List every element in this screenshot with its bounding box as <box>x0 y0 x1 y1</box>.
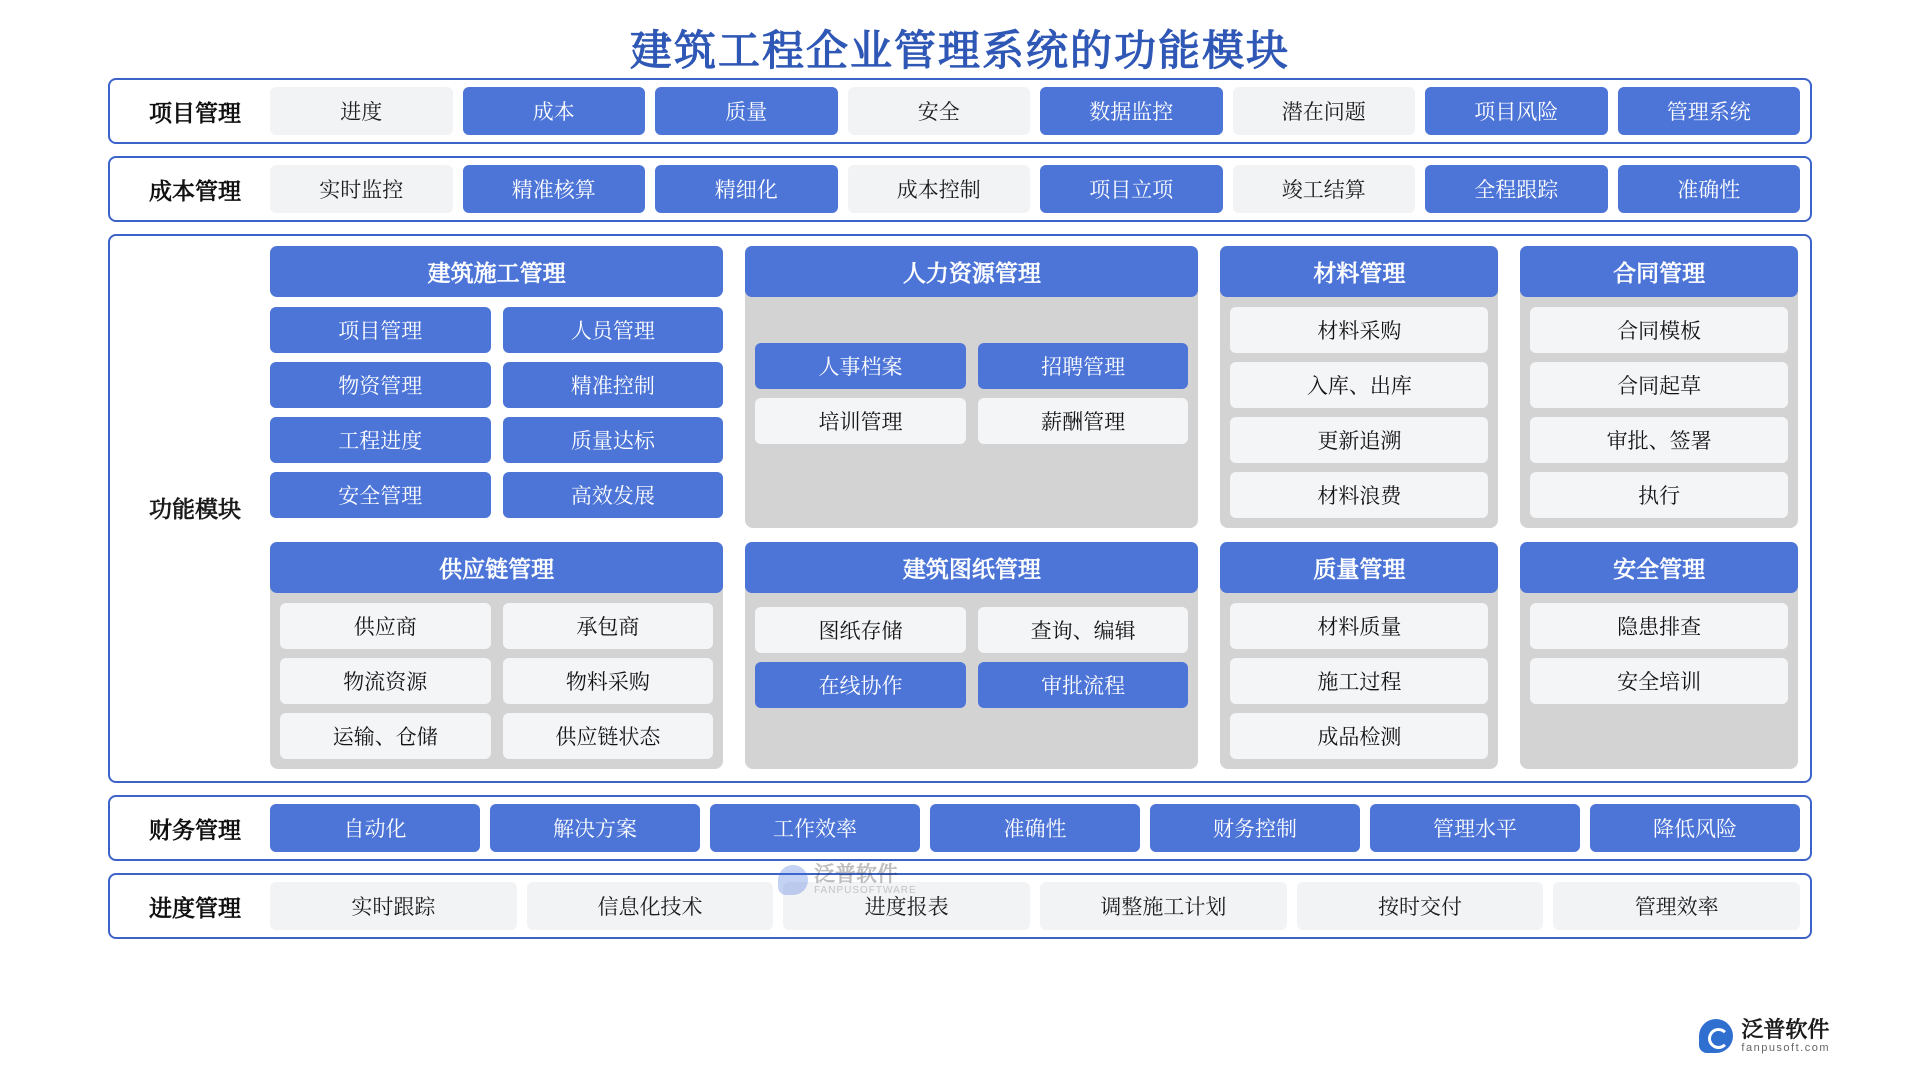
card-safety-management <box>1520 542 1798 769</box>
chip-cost-6[interactable]: 全程跟踪 <box>1425 165 1608 213</box>
card-title-drawing: 建筑图纸管理 <box>745 542 1198 593</box>
cell-material-1[interactable]: 入库、出库 <box>1230 362 1488 408</box>
chip-project-3[interactable]: 安全 <box>848 87 1031 135</box>
chip-project-4[interactable]: 数据监控 <box>1040 87 1223 135</box>
cell-safety-0[interactable]: 隐患排查 <box>1530 603 1788 649</box>
cell-material-3[interactable]: 材料浪费 <box>1230 472 1488 518</box>
chip-schedule-3[interactable]: 调整施工计划 <box>1040 882 1287 930</box>
cell-safety-1[interactable]: 安全培训 <box>1530 658 1788 704</box>
cell-supply-2[interactable]: 物流资源 <box>280 658 491 704</box>
chip-cost-0[interactable]: 实时监控 <box>270 165 453 213</box>
chip-project-1[interactable]: 成本 <box>463 87 646 135</box>
chip-project-6[interactable]: 项目风险 <box>1425 87 1608 135</box>
chip-cost-4[interactable]: 项目立项 <box>1040 165 1223 213</box>
cell-construction-6[interactable]: 安全管理 <box>270 472 491 518</box>
cell-hr-2[interactable]: 培训管理 <box>755 398 966 444</box>
card-hr-management <box>745 246 1198 528</box>
chip-schedule-2[interactable]: 进度报表 <box>783 882 1030 930</box>
chip-schedule-5[interactable]: 管理效率 <box>1553 882 1800 930</box>
card-title-supply-chain: 供应链管理 <box>270 542 723 593</box>
card-quality-management <box>1220 542 1498 769</box>
brand-logo-icon <box>1699 1019 1733 1053</box>
card-contract-management <box>1520 246 1798 528</box>
cell-quality-1[interactable]: 施工过程 <box>1230 658 1488 704</box>
cell-contract-3[interactable]: 执行 <box>1530 472 1788 518</box>
band-items-project <box>270 87 1800 135</box>
cell-hr-0[interactable]: 人事档案 <box>755 343 966 389</box>
band-cost-management <box>108 156 1812 222</box>
card-material-management <box>1220 246 1498 528</box>
cell-drawing-1[interactable]: 查询、编辑 <box>978 607 1189 653</box>
cell-construction-1[interactable]: 人员管理 <box>503 307 724 353</box>
chip-project-7[interactable]: 管理系统 <box>1618 87 1801 135</box>
brand-name-en: fanpusoft.com <box>1741 1041 1830 1054</box>
band-label-project: 项目管理 <box>149 100 241 126</box>
chip-cost-3[interactable]: 成本控制 <box>848 165 1031 213</box>
cell-supply-0[interactable]: 供应商 <box>280 603 491 649</box>
hr-spacer <box>745 307 1198 343</box>
cell-contract-1[interactable]: 合同起草 <box>1530 362 1788 408</box>
function-modules-grid <box>270 246 1798 769</box>
cell-construction-4[interactable]: 工程进度 <box>270 417 491 463</box>
chip-cost-5[interactable]: 竣工结算 <box>1233 165 1416 213</box>
chip-schedule-1[interactable]: 信息化技术 <box>527 882 774 930</box>
watermark-cn: 泛普软件 <box>814 863 898 886</box>
cell-drawing-0[interactable]: 图纸存储 <box>755 607 966 653</box>
chip-project-0[interactable]: 进度 <box>270 87 453 135</box>
chip-finance-4[interactable]: 财务控制 <box>1150 804 1360 852</box>
cell-construction-0[interactable]: 项目管理 <box>270 307 491 353</box>
band-label-finance: 财务管理 <box>149 817 241 843</box>
cell-construction-5[interactable]: 质量达标 <box>503 417 724 463</box>
chip-finance-0[interactable]: 自动化 <box>270 804 480 852</box>
band-items-finance <box>270 804 1800 852</box>
cell-material-2[interactable]: 更新追溯 <box>1230 417 1488 463</box>
watermark-en: FANPUSOFTWARE <box>814 885 917 897</box>
cell-construction-3[interactable]: 精准控制 <box>503 362 724 408</box>
card-title-hr: 人力资源管理 <box>745 246 1198 297</box>
card-title-material: 材料管理 <box>1220 246 1498 297</box>
cell-supply-4[interactable]: 运输、仓储 <box>280 713 491 759</box>
chip-cost-1[interactable]: 精准核算 <box>463 165 646 213</box>
cell-hr-1[interactable]: 招聘管理 <box>978 343 1189 389</box>
cell-drawing-3[interactable]: 审批流程 <box>978 662 1189 708</box>
chip-finance-1[interactable]: 解决方案 <box>490 804 700 852</box>
chip-schedule-0[interactable]: 实时跟踪 <box>270 882 517 930</box>
card-title-contract: 合同管理 <box>1520 246 1798 297</box>
chip-cost-2[interactable]: 精细化 <box>655 165 838 213</box>
cell-construction-2[interactable]: 物资管理 <box>270 362 491 408</box>
brand-name-cn: 泛普软件 <box>1741 1016 1830 1042</box>
chip-finance-3[interactable]: 准确性 <box>930 804 1140 852</box>
card-title-construction: 建筑施工管理 <box>270 246 723 297</box>
cell-construction-7[interactable]: 高效发展 <box>503 472 724 518</box>
chip-finance-6[interactable]: 降低风险 <box>1590 804 1800 852</box>
chip-project-2[interactable]: 质量 <box>655 87 838 135</box>
chip-schedule-4[interactable]: 按时交付 <box>1297 882 1544 930</box>
band-finance-management <box>108 795 1812 861</box>
chip-project-5[interactable]: 潜在问题 <box>1233 87 1416 135</box>
cell-hr-3[interactable]: 薪酬管理 <box>978 398 1189 444</box>
band-items-schedule <box>270 882 1800 930</box>
band-schedule-management <box>108 873 1812 939</box>
card-drawing-management <box>745 542 1198 769</box>
card-title-safety: 安全管理 <box>1520 542 1798 593</box>
cell-contract-0[interactable]: 合同模板 <box>1530 307 1788 353</box>
band-label-schedule: 进度管理 <box>149 895 241 921</box>
card-supply-chain-management <box>270 542 723 769</box>
band-label-cost: 成本管理 <box>149 178 241 204</box>
cell-contract-2[interactable]: 审批、签署 <box>1530 417 1788 463</box>
cell-supply-1[interactable]: 承包商 <box>503 603 714 649</box>
cell-material-0[interactable]: 材料采购 <box>1230 307 1488 353</box>
cell-quality-2[interactable]: 成品检测 <box>1230 713 1488 759</box>
cell-quality-0[interactable]: 材料质量 <box>1230 603 1488 649</box>
band-project-management <box>108 78 1812 144</box>
cell-supply-3[interactable]: 物料采购 <box>503 658 714 704</box>
card-title-quality: 质量管理 <box>1220 542 1498 593</box>
card-construction-management <box>270 246 723 528</box>
chip-cost-7[interactable]: 准确性 <box>1618 165 1801 213</box>
chip-finance-5[interactable]: 管理水平 <box>1370 804 1580 852</box>
band-items-cost <box>270 165 1800 213</box>
chip-finance-2[interactable]: 工作效率 <box>710 804 920 852</box>
cell-supply-5[interactable]: 供应链状态 <box>503 713 714 759</box>
panel-label-function-modules: 功能模块 <box>149 497 241 522</box>
page-title: 建筑工程企业管理系统的功能模块 <box>629 29 1290 75</box>
brand-logo <box>1699 1018 1830 1054</box>
cell-drawing-2[interactable]: 在线协作 <box>755 662 966 708</box>
